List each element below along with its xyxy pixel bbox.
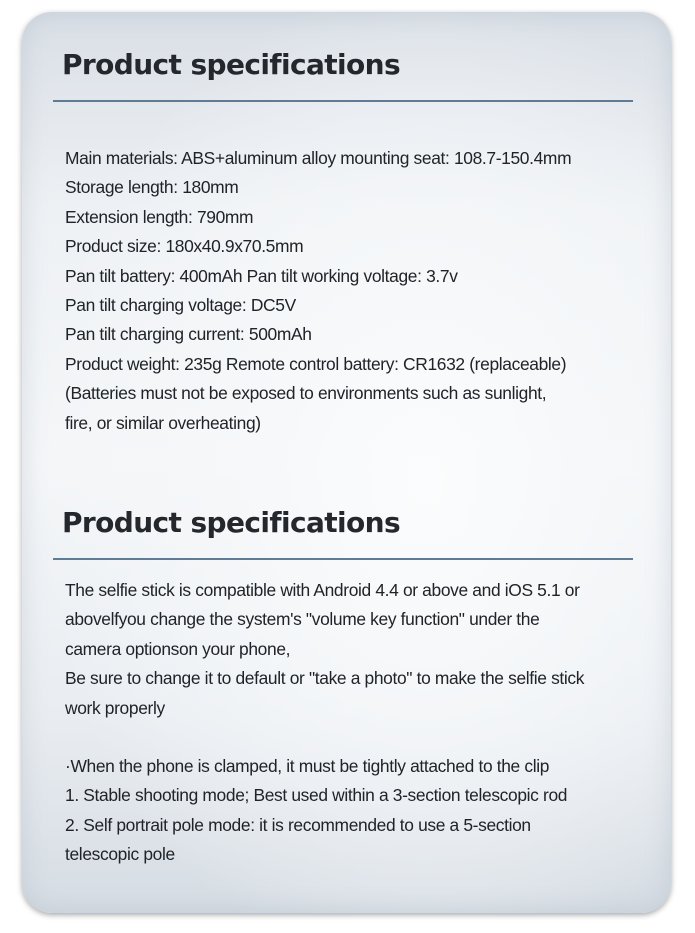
usage-line: Be sure to change it to default or "take a photo" to make the selfie stick	[65, 668, 585, 689]
usage-line: abovelfyou change the system's "volume key function" under the	[65, 609, 540, 630]
spec-line: Product weight: 235g Remote control battery: CR1632 (replaceable)	[65, 353, 567, 374]
spec-line: (Batteries must not be exposed to environments such as sunlight,	[65, 383, 547, 404]
spec-line: Main materials: ABS+aluminum alloy mounting seat: 108.7-150.4mm	[65, 148, 572, 168]
spec-line: Extension length: 790mm	[65, 206, 254, 227]
spec-line: Pan tilt charging current: 500mAh	[65, 324, 312, 345]
spec-line: Pan tilt battery: 400mAh Pan tilt working voltage: 3.7v	[65, 265, 458, 286]
spec-line: Product size: 180x40.9x70.5mm	[65, 236, 304, 257]
note-line: 1. Stable shooting mode; Best used within a 3-section telescopic rod	[65, 785, 568, 806]
spec-line: Storage length: 180mm	[65, 177, 239, 198]
section-title-usage: Product specifications	[62, 506, 401, 539]
spec-list	[65, 144, 650, 438]
spec-card	[22, 12, 671, 913]
usage-line: camera optionson your phone,	[65, 638, 291, 659]
note-line: 2. Self portrait pole mode: it is recommended to use a 5-section	[65, 814, 531, 835]
note-line: ·When the phone is clamped, it must be tightly attached to the clip	[65, 756, 550, 777]
spec-line: fire, or similar overheating)	[65, 412, 261, 433]
section-title-specs: Product specifications	[62, 48, 401, 81]
usage-line: The selfie stick is compatible with Android 4.4 or above and iOS 5.1 or	[65, 580, 580, 600]
spec-line: Pan tilt charging voltage: DC5V	[65, 295, 296, 316]
section-divider	[53, 100, 633, 102]
paragraph-gap	[65, 723, 650, 752]
note-line: telescopic pole	[65, 844, 175, 865]
usage-line: work properly	[65, 697, 165, 718]
usage-text	[65, 576, 650, 870]
section-divider	[53, 558, 633, 560]
